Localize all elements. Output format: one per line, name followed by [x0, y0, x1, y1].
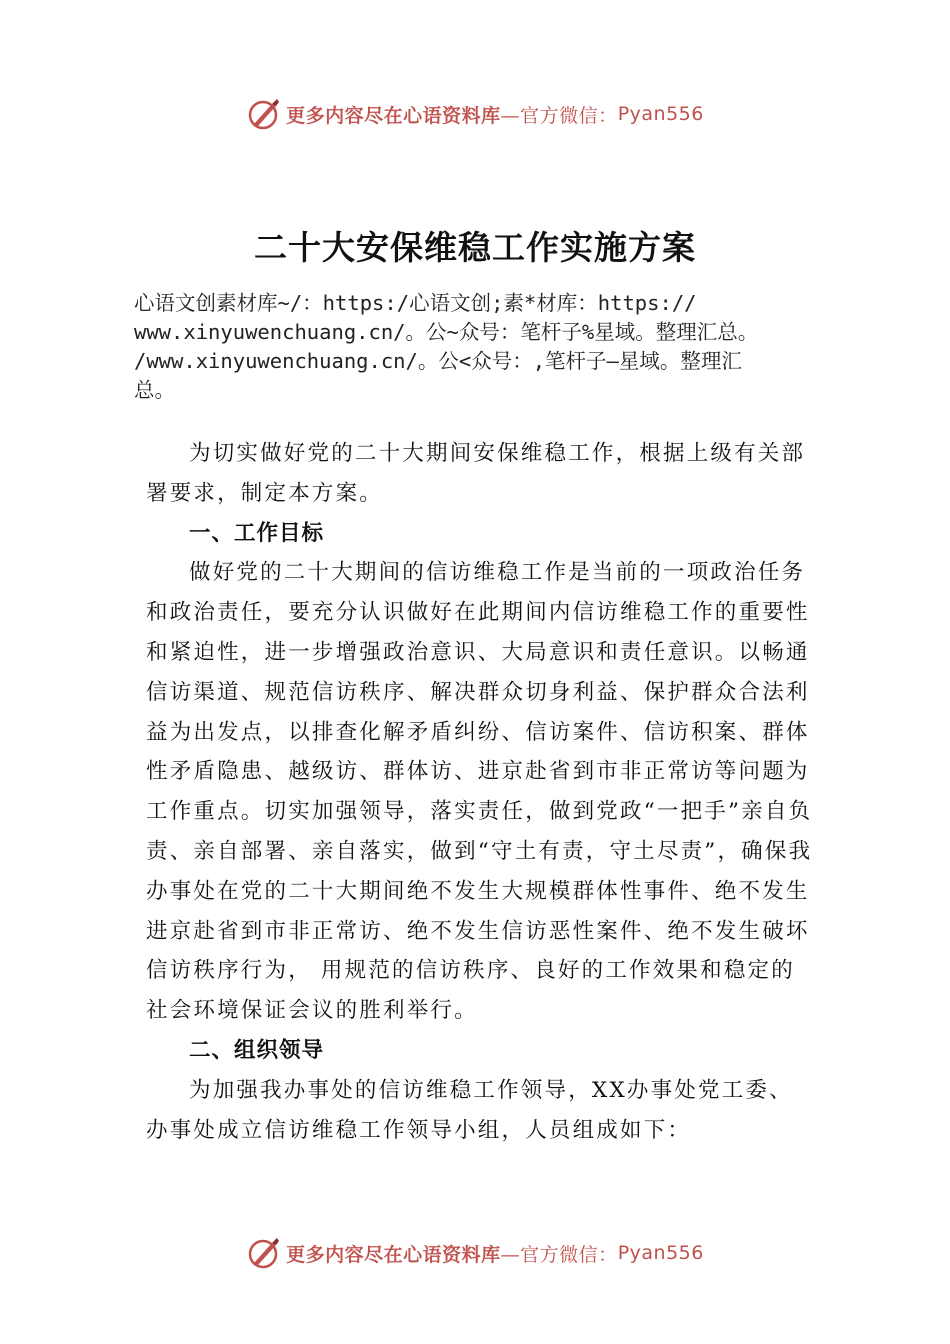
source-notice — [134, 289, 844, 405]
section-body-leadership: 为加强我办事处的信访维稳工作领导，XX办事处党工委、办事处成立信访维稳工作领导小组，人员组成如下： — [146, 1077, 793, 1143]
banner-text-wechat: —官方微信： — [500, 1243, 618, 1266]
source-line: 总。 — [134, 378, 175, 402]
document-title: 二十大安保维稳工作实施方案 — [254, 228, 696, 267]
footer-banner — [0, 1233, 950, 1273]
banner-text-wechat: —官方微信： — [500, 104, 618, 127]
header-banner — [0, 94, 950, 134]
source-line: 心语文创素材库~/：https:/心语文创;素*材库：https:// — [134, 291, 697, 315]
banner-text-main: 更多内容尽在心语资料库 — [286, 1243, 501, 1266]
document-body — [146, 434, 816, 1150]
source-line: www.xinyuwenchuang.cn/。公~众号：笔杆子%星域。整理汇总。 — [134, 320, 759, 344]
banner-text-main: 更多内容尽在心语资料库 — [286, 104, 501, 127]
source-line: /www.xinyuwenchuang.cn/。公<众号：,笔杆子—星域。整理汇 — [134, 349, 742, 373]
section-body-goals: 做好党的二十大期间的信访维稳工作是当前的一项政治任务和政治责任，要充分认识做好在此期间内信访维稳工作的重要性和紧迫性，进一步增强政治意识、大局意识和责任意识。以畅通信访渠道、规范信访秩序、解决群众切身利益、保护群众合法利益为出发点，以排查化解矛盾纠纷、信访案件、信访积案、群体性矛盾隐患、越级访、群体访、进京赴省到市非正常访等问题为工作重点。切实加强领导，落实责任，做到党政“一把手”亲自负责、亲自部署、亲自落实，做到“守土有责，守土尽责”，确保我办事处在党的二十大期间绝不发生大规模群体性事件、绝不发生进京赴省到市非正常访、绝不发生信访恶性案件、绝不发生破坏信访秩序行为， 用规范的信访秩序、良好的工作效果和稳定的社会环境保证会议的胜利举行。 — [146, 560, 813, 1024]
banner-text-id: Pyan556 — [617, 1242, 704, 1264]
pen-circle-logo-icon — [246, 96, 282, 132]
section-heading-goals: 一、工作目标 — [189, 520, 325, 546]
section-heading-leadership: 二、组织领导 — [189, 1037, 325, 1063]
banner-text-id: Pyan556 — [617, 103, 704, 125]
intro-paragraph: 为切实做好党的二十大期间安保维稳工作，根据上级有关部署要求，制定本方案。 — [146, 441, 806, 506]
pen-circle-logo-icon — [246, 1235, 282, 1271]
